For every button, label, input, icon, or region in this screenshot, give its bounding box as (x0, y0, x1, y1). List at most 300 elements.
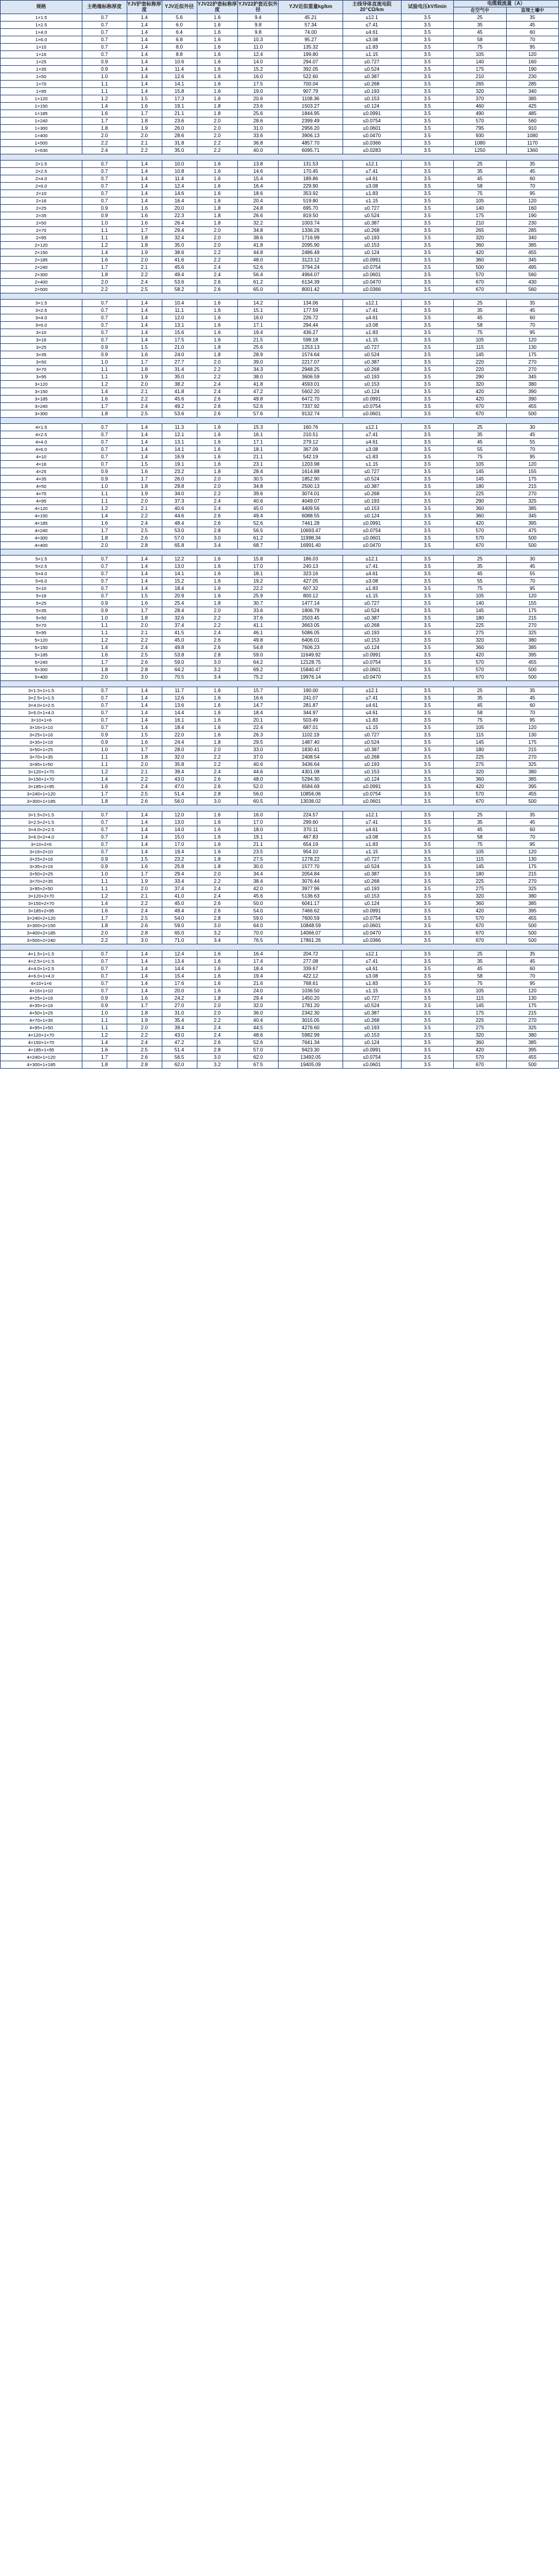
cell-yjv_sheath: 1.4 (127, 563, 162, 570)
cell-test_voltage: 3.5 (401, 1054, 453, 1061)
cell-yjv22_armor: 2.0 (197, 1002, 237, 1010)
cell-yjv_outer: 6.0 (162, 22, 197, 29)
cell-ampacity_soil: 155 (506, 600, 559, 607)
cell-yjv_outer: 10.8 (162, 168, 197, 175)
cell-resistance: ≤1.83 (343, 329, 401, 337)
cell-ampacity_soil: 380 (506, 1032, 559, 1039)
cell-ampacity_soil: 95 (506, 980, 559, 987)
cell-insulation: 0.7 (82, 175, 127, 183)
cell-yjv22_outer: 54.0 (237, 907, 278, 915)
cell-ampacity_air: 145 (454, 351, 506, 359)
cell-test_voltage: 3.5 (401, 359, 453, 366)
cell-resistance: ≤4.61 (343, 175, 401, 183)
cell-ampacity_soil: 500 (506, 930, 559, 937)
cell-ampacity_air: 265 (454, 227, 506, 234)
cell-test_voltage: 3.5 (401, 930, 453, 937)
cell-test_voltage: 3.5 (401, 652, 453, 659)
cell-insulation: 0.7 (82, 592, 127, 600)
cell-weight: 2948.25 (279, 366, 343, 373)
cell-spec: 1×10 (1, 44, 82, 51)
cell-yjv22_armor: 1.6 (197, 337, 237, 344)
cell-yjv_outer: 70.5 (162, 674, 197, 681)
cell-spec: 3×50+1×25 (1, 746, 82, 754)
cell-yjv22_outer: 18.6 (237, 190, 278, 197)
cell-yjv_outer: 37.3 (162, 498, 197, 505)
cell-yjv_sheath: 1.9 (127, 249, 162, 257)
cell-resistance: ≤0.0754 (343, 915, 401, 922)
cell-yjv_sheath: 1.6 (127, 468, 162, 476)
cell-yjv22_armor: 3.0 (197, 798, 237, 805)
cell-ampacity_air: 45 (454, 314, 506, 322)
cell-spec: 3×6.0 (1, 322, 82, 329)
cell-resistance: ≤0.0991 (343, 1047, 401, 1054)
cell-yjv_outer: 15.2 (162, 578, 197, 585)
cell-yjv22_armor: 1.6 (197, 453, 237, 461)
cell-yjv22_outer: 34.8 (237, 483, 278, 490)
cell-test_voltage: 3.5 (401, 329, 453, 337)
cell-spec: 2×35 (1, 212, 82, 220)
cell-yjv_sheath: 1.4 (127, 168, 162, 175)
cell-resistance: ≤1.15 (343, 51, 401, 58)
cell-yjv_outer: 43.0 (162, 776, 197, 783)
cell-yjv22_armor: 1.6 (197, 29, 237, 36)
cell-ampacity_air: 670 (454, 798, 506, 805)
cell-yjv22_armor: 1.6 (197, 973, 237, 980)
table-row (1, 22, 559, 29)
cell-yjv_sheath: 2.4 (127, 403, 162, 410)
cell-yjv_sheath: 1.4 (127, 585, 162, 592)
cell-insulation: 0.7 (82, 461, 127, 468)
table-row (1, 344, 559, 351)
cell-yjv_sheath: 1.9 (127, 878, 162, 885)
cell-yjv_outer: 65.0 (162, 930, 197, 937)
cell-yjv22_armor: 2.0 (197, 118, 237, 125)
cell-weight: 1574.64 (279, 351, 343, 359)
cell-weight: 800.12 (279, 592, 343, 600)
cell-test_voltage: 3.5 (401, 754, 453, 761)
cell-weight: 279.12 (279, 439, 343, 446)
cell-ampacity_air: 670 (454, 286, 506, 293)
cell-ampacity_air: 670 (454, 922, 506, 930)
cell-yjv_outer: 16.4 (162, 197, 197, 205)
table-row (1, 746, 559, 754)
cell-ampacity_soil: 345 (506, 257, 559, 264)
cell-yjv_outer: 40.6 (162, 505, 197, 512)
cell-weight: 768.61 (279, 980, 343, 987)
cell-yjv_sheath: 2.1 (127, 264, 162, 271)
cell-yjv_outer: 45.6 (162, 396, 197, 403)
cell-yjv_outer: 29.8 (162, 483, 197, 490)
cell-yjv22_armor: 1.6 (197, 570, 237, 578)
cell-ampacity_air: 145 (454, 468, 506, 476)
cell-yjv22_outer: 19.0 (237, 88, 278, 95)
cell-ampacity_air: 225 (454, 490, 506, 498)
cell-yjv22_outer: 12.4 (237, 51, 278, 58)
table-row (1, 878, 559, 885)
cell-yjv_outer: 14.1 (162, 570, 197, 578)
cell-yjv_sheath: 2.5 (127, 652, 162, 659)
cell-yjv22_outer: 9.4 (237, 14, 278, 22)
table-row (1, 249, 559, 257)
cell-insulation: 0.9 (82, 739, 127, 746)
cell-test_voltage: 3.5 (401, 585, 453, 592)
cell-ampacity_soil: 385 (506, 776, 559, 783)
cell-insulation: 0.9 (82, 212, 127, 220)
cell-test_voltage: 3.5 (401, 592, 453, 600)
table-row (1, 965, 559, 973)
cell-weight: 3663.05 (279, 622, 343, 629)
cell-yjv_outer: 38.6 (162, 249, 197, 257)
cell-test_voltage: 3.5 (401, 1061, 453, 1069)
cell-yjv_sheath: 2.2 (127, 512, 162, 520)
cell-ampacity_soil: 325 (506, 761, 559, 768)
cell-yjv_sheath: 1.4 (127, 58, 162, 66)
cell-yjv_sheath: 2.5 (127, 286, 162, 293)
cell-yjv22_armor: 2.4 (197, 768, 237, 776)
cell-spec: 5×240 (1, 659, 82, 666)
table-row (1, 724, 559, 732)
cell-insulation: 0.7 (82, 36, 127, 44)
cell-spec: 1×6.0 (1, 36, 82, 44)
cell-ampacity_air: 275 (454, 629, 506, 637)
cell-yjv_sheath: 1.8 (127, 754, 162, 761)
cell-yjv_outer: 51.4 (162, 791, 197, 798)
table-header (1, 1, 559, 14)
cell-ampacity_air: 570 (454, 118, 506, 125)
cell-test_voltage: 3.5 (401, 542, 453, 549)
cell-yjv22_armor: 2.2 (197, 249, 237, 257)
cell-test_voltage: 3.5 (401, 66, 453, 73)
cell-ampacity_soil: 1170 (506, 140, 559, 147)
cell-spec: 3×16+2×10 (1, 848, 82, 856)
cell-test_voltage: 3.5 (401, 958, 453, 965)
cell-yjv_outer: 22.0 (162, 732, 197, 739)
cell-yjv22_outer: 49.8 (237, 637, 278, 644)
cell-resistance: ≤0.124 (343, 388, 401, 396)
table-row (1, 205, 559, 212)
cell-ampacity_air: 320 (454, 637, 506, 644)
cell-ampacity_air: 670 (454, 410, 506, 418)
cell-ampacity_air: 360 (454, 512, 506, 520)
cell-weight: 2408.54 (279, 754, 343, 761)
table-row (1, 615, 559, 622)
cell-insulation: 1.1 (82, 490, 127, 498)
cell-yjv22_outer: 21.1 (237, 453, 278, 461)
cell-ampacity_soil: 500 (506, 922, 559, 930)
cell-yjv22_armor: 2.8 (197, 527, 237, 535)
table-row (1, 578, 559, 585)
table-row (1, 431, 559, 439)
cell-weight: 607.32 (279, 585, 343, 592)
cell-weight: 189.86 (279, 175, 343, 183)
cell-ampacity_soil: 175 (506, 863, 559, 871)
cell-spec: 1×185 (1, 110, 82, 118)
cell-yjv22_outer: 24.0 (237, 987, 278, 995)
cell-insulation: 1.1 (82, 761, 127, 768)
cell-spec: 1×50 (1, 73, 82, 81)
cell-spec: 4×35+1×16 (1, 1002, 82, 1010)
cell-insulation: 1.1 (82, 754, 127, 761)
cell-insulation: 0.7 (82, 811, 127, 819)
cell-yjv22_outer: 22.4 (237, 724, 278, 732)
cell-spec: 3×400+2×185 (1, 930, 82, 937)
cell-ampacity_soil: 160 (506, 205, 559, 212)
table-row (1, 366, 559, 373)
cell-yjv_outer: 23.6 (162, 118, 197, 125)
cell-ampacity_soil: 30 (506, 424, 559, 431)
cell-ampacity_soil: 95 (506, 841, 559, 848)
cell-weight: 3123.12 (279, 257, 343, 264)
cell-yjv_sheath: 1.4 (127, 570, 162, 578)
cell-weight: 2503.45 (279, 615, 343, 622)
cell-spec: 3×120+1×70 (1, 768, 82, 776)
cell-resistance: ≤0.727 (343, 468, 401, 476)
cell-yjv_sheath: 1.6 (127, 995, 162, 1002)
cell-test_voltage: 3.5 (401, 878, 453, 885)
cell-insulation: 1.8 (82, 410, 127, 418)
cell-ampacity_air: 1080 (454, 140, 506, 147)
cell-weight: 277.08 (279, 958, 343, 965)
cell-ampacity_soil: 45 (506, 168, 559, 175)
cell-spec: 3×4.0+1×2.5 (1, 702, 82, 709)
cell-spec: 4×10+1×6 (1, 980, 82, 987)
cell-insulation: 0.7 (82, 322, 127, 329)
cell-yjv_outer: 6.8 (162, 36, 197, 44)
cell-yjv22_armor: 1.8 (197, 103, 237, 110)
cell-yjv_outer: 19.1 (162, 461, 197, 468)
cell-weight: 19405.09 (279, 1061, 343, 1069)
cell-yjv22_armor: 2.0 (197, 483, 237, 490)
cell-resistance: ≤0.124 (343, 776, 401, 783)
cell-weight: 695.70 (279, 205, 343, 212)
cell-ampacity_soil: 500 (506, 937, 559, 944)
cell-ampacity_soil: 325 (506, 498, 559, 505)
cell-test_voltage: 3.5 (401, 125, 453, 132)
cell-ampacity_soil: 70 (506, 973, 559, 980)
cell-yjv_outer: 62.0 (162, 1061, 197, 1069)
cell-spec: 2×400 (1, 279, 82, 286)
cell-yjv22_outer: 68.7 (237, 542, 278, 549)
cell-yjv22_outer: 76.5 (237, 937, 278, 944)
cell-insulation: 0.7 (82, 987, 127, 995)
cell-yjv22_outer: 15.4 (237, 175, 278, 183)
cell-yjv_outer: 21.1 (162, 110, 197, 118)
cell-spec: 4×70+1×35 (1, 1017, 82, 1024)
cell-yjv_outer: 11.4 (162, 175, 197, 183)
cell-yjv22_outer: 27.5 (237, 856, 278, 863)
cell-yjv_outer: 15.8 (162, 88, 197, 95)
cell-insulation: 2.0 (82, 674, 127, 681)
cell-test_voltage: 3.5 (401, 175, 453, 183)
cell-ampacity_air: 58 (454, 973, 506, 980)
cell-yjv_sheath: 1.4 (127, 439, 162, 446)
cell-yjv22_armor: 2.2 (197, 490, 237, 498)
cell-insulation: 0.9 (82, 351, 127, 359)
cell-ampacity_soil: 45 (506, 22, 559, 29)
cell-yjv22_outer: 28.9 (237, 351, 278, 359)
section-divider-row (1, 293, 559, 300)
cell-yjv22_armor: 2.8 (197, 915, 237, 922)
cell-ampacity_air: 75 (454, 329, 506, 337)
cell-ampacity_air: 75 (454, 841, 506, 848)
cell-ampacity_air: 500 (454, 264, 506, 271)
table-row (1, 607, 559, 615)
cell-yjv_sheath: 1.4 (127, 702, 162, 709)
cell-yjv_sheath: 1.7 (127, 1002, 162, 1010)
cell-yjv_outer: 59.0 (162, 659, 197, 666)
cell-yjv22_outer: 14.0 (237, 58, 278, 66)
cell-ampacity_soil: 1360 (506, 147, 559, 154)
cell-spec: 3×25 (1, 344, 82, 351)
cell-yjv_outer: 15.4 (162, 973, 197, 980)
cell-test_voltage: 3.5 (401, 51, 453, 58)
cell-spec: 4×35 (1, 476, 82, 483)
cell-ampacity_soil: 455 (506, 915, 559, 922)
cell-test_voltage: 3.5 (401, 768, 453, 776)
cell-yjv_sheath: 3.0 (127, 937, 162, 944)
cell-yjv_sheath: 1.4 (127, 724, 162, 732)
cell-yjv22_outer: 41.1 (237, 622, 278, 629)
cell-resistance: ≤0.0754 (343, 659, 401, 666)
cell-ampacity_air: 75 (454, 453, 506, 461)
cell-spec: 5×120 (1, 637, 82, 644)
cell-weight: 6584.69 (279, 783, 343, 791)
cell-ampacity_air: 25 (454, 556, 506, 563)
cell-test_voltage: 3.5 (401, 629, 453, 637)
cell-yjv22_armor: 2.6 (197, 783, 237, 791)
cell-spec: 2×4.0 (1, 175, 82, 183)
cell-ampacity_soil: 190 (506, 212, 559, 220)
header-resistance: 主线导体直流电阻20℃Ω/km (343, 1, 401, 14)
cell-insulation: 1.1 (82, 88, 127, 95)
cell-yjv22_outer: 33.0 (237, 746, 278, 754)
cell-weight: 9132.74 (279, 410, 343, 418)
cell-ampacity_air: 105 (454, 724, 506, 732)
cell-resistance: ≤1.15 (343, 197, 401, 205)
cell-weight: 131.53 (279, 161, 343, 168)
cell-yjv22_outer: 57.0 (237, 1047, 278, 1054)
cell-resistance: ≤1.83 (343, 717, 401, 724)
cell-yjv22_armor: 1.6 (197, 183, 237, 190)
cell-insulation: 1.6 (82, 396, 127, 403)
cell-ampacity_air: 225 (454, 878, 506, 885)
cell-yjv_sheath: 2.6 (127, 1054, 162, 1061)
cell-ampacity_soil: 120 (506, 197, 559, 205)
cell-yjv_sheath: 1.9 (127, 373, 162, 381)
cell-resistance: ≤0.0754 (343, 791, 401, 798)
cell-resistance: ≤0.0601 (343, 410, 401, 418)
cell-ampacity_air: 180 (454, 483, 506, 490)
table-row (1, 1002, 559, 1010)
cell-spec: 3×35+1×16 (1, 739, 82, 746)
cell-test_voltage: 3.5 (401, 431, 453, 439)
cell-yjv_sheath: 1.4 (127, 73, 162, 81)
table-row (1, 88, 559, 95)
cell-test_voltage: 3.5 (401, 709, 453, 717)
cell-yjv22_armor: 1.6 (197, 585, 237, 592)
cell-yjv22_armor: 2.2 (197, 366, 237, 373)
cell-yjv22_outer: 19.2 (237, 578, 278, 585)
cell-insulation: 0.7 (82, 44, 127, 51)
cell-resistance: ≤0.524 (343, 476, 401, 483)
cell-weight: 134.06 (279, 300, 343, 307)
cell-insulation: 1.1 (82, 366, 127, 373)
cell-resistance: ≤7.41 (343, 819, 401, 826)
cell-yjv22_armor: 3.0 (197, 922, 237, 930)
cell-test_voltage: 3.5 (401, 1047, 453, 1054)
cell-spec: 4×95 (1, 498, 82, 505)
cell-yjv22_armor: 3.4 (197, 674, 237, 681)
table-row (1, 907, 559, 915)
cell-yjv22_armor: 1.6 (197, 556, 237, 563)
cell-test_voltage: 3.5 (401, 570, 453, 578)
cell-yjv_outer: 34.0 (162, 490, 197, 498)
cell-insulation: 1.2 (82, 637, 127, 644)
cell-yjv22_outer: 15.2 (237, 66, 278, 73)
cell-yjv_outer: 31.0 (162, 1010, 197, 1017)
cell-test_voltage: 3.5 (401, 351, 453, 359)
cell-ampacity_air: 320 (454, 768, 506, 776)
cell-spec: 4×2.5+1×1.5 (1, 958, 82, 965)
cell-yjv_outer: 16.1 (162, 717, 197, 724)
cell-ampacity_soil: 285 (506, 227, 559, 234)
cell-yjv_sheath: 1.8 (127, 615, 162, 622)
cell-ampacity_soil: 325 (506, 1024, 559, 1032)
cell-ampacity_soil: 230 (506, 73, 559, 81)
cell-weight: 4276.60 (279, 1024, 343, 1032)
cell-yjv22_armor: 2.6 (197, 776, 237, 783)
header-weight: YJV近似重量kg/km (279, 1, 343, 14)
cell-spec: 5×10 (1, 585, 82, 592)
cell-resistance: ≤0.268 (343, 878, 401, 885)
cell-yjv22_outer: 20.6 (237, 95, 278, 103)
cell-yjv_outer: 38.2 (162, 381, 197, 388)
cell-test_voltage: 3.5 (401, 739, 453, 746)
table-row (1, 893, 559, 900)
cell-ampacity_soil: 455 (506, 791, 559, 798)
cell-yjv22_armor: 1.6 (197, 811, 237, 819)
cell-ampacity_soil: 380 (506, 768, 559, 776)
cell-spec: 4×2.5 (1, 431, 82, 439)
cell-yjv_sheath: 1.4 (127, 322, 162, 329)
cell-weight: 9423.30 (279, 1047, 343, 1054)
cell-yjv22_outer: 16.0 (237, 73, 278, 81)
cell-test_voltage: 3.5 (401, 622, 453, 629)
cell-ampacity_soil: 500 (506, 666, 559, 674)
cell-ampacity_soil: 215 (506, 746, 559, 754)
cell-spec: 3×25+2×16 (1, 856, 82, 863)
cell-yjv22_armor: 1.6 (197, 81, 237, 88)
table-row (1, 570, 559, 578)
cell-yjv22_armor: 1.6 (197, 322, 237, 329)
cell-yjv_sheath: 1.4 (127, 987, 162, 995)
cell-yjv_sheath: 2.0 (127, 381, 162, 388)
cell-yjv22_outer: 33.6 (237, 607, 278, 615)
table-row (1, 1061, 559, 1069)
cell-test_voltage: 3.5 (401, 732, 453, 739)
cell-insulation: 0.7 (82, 556, 127, 563)
cell-yjv_outer: 11.3 (162, 424, 197, 431)
cell-test_voltage: 3.5 (401, 607, 453, 615)
cell-yjv22_outer: 21.6 (237, 980, 278, 987)
cell-yjv22_outer: 28.6 (237, 118, 278, 125)
cell-yjv_sheath: 1.8 (127, 234, 162, 242)
cell-yjv_outer: 32.6 (162, 615, 197, 622)
table-row (1, 95, 559, 103)
cell-yjv_outer: 28.4 (162, 607, 197, 615)
cell-insulation: 2.0 (82, 930, 127, 937)
cell-weight: 15840.47 (279, 666, 343, 674)
